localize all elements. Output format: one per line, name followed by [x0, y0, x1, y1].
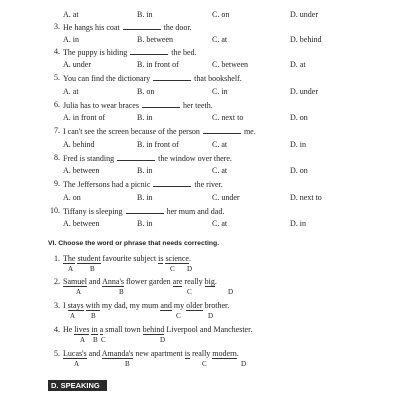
- option-d[interactable]: D. on: [290, 166, 308, 175]
- underlined-word[interactable]: big: [204, 277, 215, 286]
- underlined-word[interactable]: lives: [74, 325, 90, 334]
- option-letter: C: [176, 312, 181, 320]
- option-b[interactable]: B. in: [137, 10, 153, 19]
- option-b[interactable]: B. in: [137, 193, 153, 202]
- option-d[interactable]: D. at: [290, 60, 306, 69]
- option-letter: A: [68, 265, 74, 273]
- underlined-word[interactable]: Samuel: [63, 277, 87, 286]
- option-a[interactable]: A. at: [63, 10, 79, 19]
- option-a[interactable]: A. between: [63, 219, 100, 228]
- underlined-word[interactable]: Amanda's: [101, 349, 134, 358]
- option-letter: C: [202, 360, 207, 368]
- underlined-word[interactable]: in: [91, 325, 98, 334]
- underlined-word[interactable]: with: [85, 301, 100, 310]
- option-b[interactable]: B. in front of: [137, 140, 179, 149]
- option-letter: B: [119, 288, 124, 296]
- option-c[interactable]: C. at: [212, 166, 228, 175]
- option-c[interactable]: C. at: [212, 35, 228, 44]
- option-letter: A: [70, 312, 76, 320]
- answer-blank: [126, 206, 164, 214]
- option-letter: A: [74, 360, 80, 368]
- option-letter: A: [80, 336, 86, 344]
- option-letter: D: [208, 312, 214, 320]
- underlined-word[interactable]: Lucas's: [63, 349, 87, 358]
- option-a[interactable]: A. between: [63, 166, 100, 175]
- answer-blank: [123, 22, 161, 30]
- answer-blank: [203, 126, 241, 134]
- underlined-word[interactable]: are: [172, 277, 183, 286]
- option-a[interactable]: A. in: [63, 35, 79, 44]
- option-b[interactable]: B. in: [137, 219, 153, 228]
- answer-blank: [130, 47, 168, 55]
- answer-blank: [117, 153, 155, 161]
- underlined-word[interactable]: a: [99, 325, 104, 334]
- option-letter: B: [93, 336, 98, 344]
- option-c[interactable]: C. between: [212, 60, 248, 69]
- option-c[interactable]: C. next to: [212, 113, 244, 122]
- option-a[interactable]: A. under: [63, 60, 91, 69]
- option-d[interactable]: D. under: [290, 10, 318, 19]
- cropped-question-2: [0, 0, 400, 2]
- question-number: 3.: [54, 22, 60, 31]
- option-d[interactable]: D. next to: [290, 193, 322, 202]
- worksheet-page: A. at B. in C. on D. under 3. He hangs his coat the door. A. in B. between C. at D. behind 4. The puppy is hiding the bed. A. under B. in front of C. between D. at 5. You can find the dictionary that bookshelf. A. at B. on C. in D. under 6. Julia has to wear braces her teeth. A. in front of B. in C. next to D. on 7. I can't see the screen because of the person me. A. behind B. in front of C. at D. in 8. Fred is standing the window over there. A. between B. in C. at D. on 9. The Jeffersons had a picnic the river. A. on B. in C. under D. next to 10. Tiffany is sleeping her mum and dad. A. between B. in C. at D. in VI. Choose the word or phrase that needs correcting. 1. The student favourite subject is science. A B C D 2. Samuel and Anna's flower garden are really big. A B C D 3. I stays with my dad, my mum and my older brother. A B C D 4. He lives in a small town behind Liverpool and Manchester. A B C D 5. Lucas's and Amanda's new apartment is really modern. A B C D D. SPEAKING: [0, 0, 400, 400]
- question-number: 8.: [54, 153, 60, 162]
- speaking-section-header: D. SPEAKING: [48, 380, 107, 391]
- option-letter: D: [228, 288, 234, 296]
- underlined-word[interactable]: behind: [142, 325, 165, 334]
- option-d[interactable]: D. under: [290, 87, 318, 96]
- option-d[interactable]: D. behind: [290, 35, 322, 44]
- option-letter: D: [187, 265, 193, 273]
- option-letter: C: [170, 265, 175, 273]
- underlined-word[interactable]: stays: [67, 301, 84, 310]
- underlined-word[interactable]: modern: [212, 349, 237, 358]
- option-b[interactable]: B. on: [137, 87, 155, 96]
- option-c[interactable]: C. under: [212, 193, 240, 202]
- underlined-word[interactable]: science: [165, 254, 189, 263]
- question-number: 7.: [54, 126, 60, 135]
- option-c[interactable]: C. at: [212, 140, 228, 149]
- underlined-word[interactable]: is: [158, 254, 164, 263]
- answer-blank: [153, 73, 191, 81]
- answer-blank: [153, 179, 191, 187]
- option-c[interactable]: C. at: [212, 219, 228, 228]
- question-number: 9.: [54, 179, 60, 188]
- underlined-word[interactable]: and: [160, 301, 172, 310]
- option-c[interactable]: C. on: [212, 10, 230, 19]
- question-number: 4.: [54, 47, 60, 56]
- option-letter: C: [187, 288, 192, 296]
- option-a[interactable]: A. behind: [63, 140, 95, 149]
- option-d[interactable]: D. in: [290, 219, 306, 228]
- option-letter: C: [101, 336, 106, 344]
- option-letter: B: [91, 312, 96, 320]
- underlined-word[interactable]: student: [77, 254, 101, 263]
- option-b[interactable]: B. in front of: [137, 60, 179, 69]
- option-b[interactable]: B. in: [137, 113, 153, 122]
- option-c[interactable]: C. in: [212, 87, 228, 96]
- option-letter: B: [90, 265, 95, 273]
- option-letter: D: [160, 336, 166, 344]
- underlined-word[interactable]: Anna's: [102, 277, 124, 286]
- option-d[interactable]: D. on: [290, 113, 308, 122]
- underlined-word[interactable]: is: [184, 349, 191, 358]
- section-title: VI. Choose the word or phrase that needs correcting.: [48, 240, 220, 247]
- option-b[interactable]: B. between: [137, 35, 173, 44]
- option-a[interactable]: A. at: [63, 87, 79, 96]
- option-b[interactable]: B. in: [137, 166, 153, 175]
- underlined-word[interactable]: The: [63, 254, 76, 263]
- question-number: 6.: [54, 100, 60, 109]
- option-letter: A: [76, 288, 82, 296]
- option-d[interactable]: D. in: [290, 140, 306, 149]
- question-number: 10.: [50, 206, 60, 215]
- option-a[interactable]: A. in front of: [63, 113, 106, 122]
- underlined-word[interactable]: older: [186, 301, 203, 310]
- option-letter: B: [125, 360, 130, 368]
- answer-blank: [142, 100, 180, 108]
- question-number: 5.: [54, 73, 60, 82]
- option-letter: D: [241, 360, 247, 368]
- option-a[interactable]: A. on: [63, 193, 81, 202]
